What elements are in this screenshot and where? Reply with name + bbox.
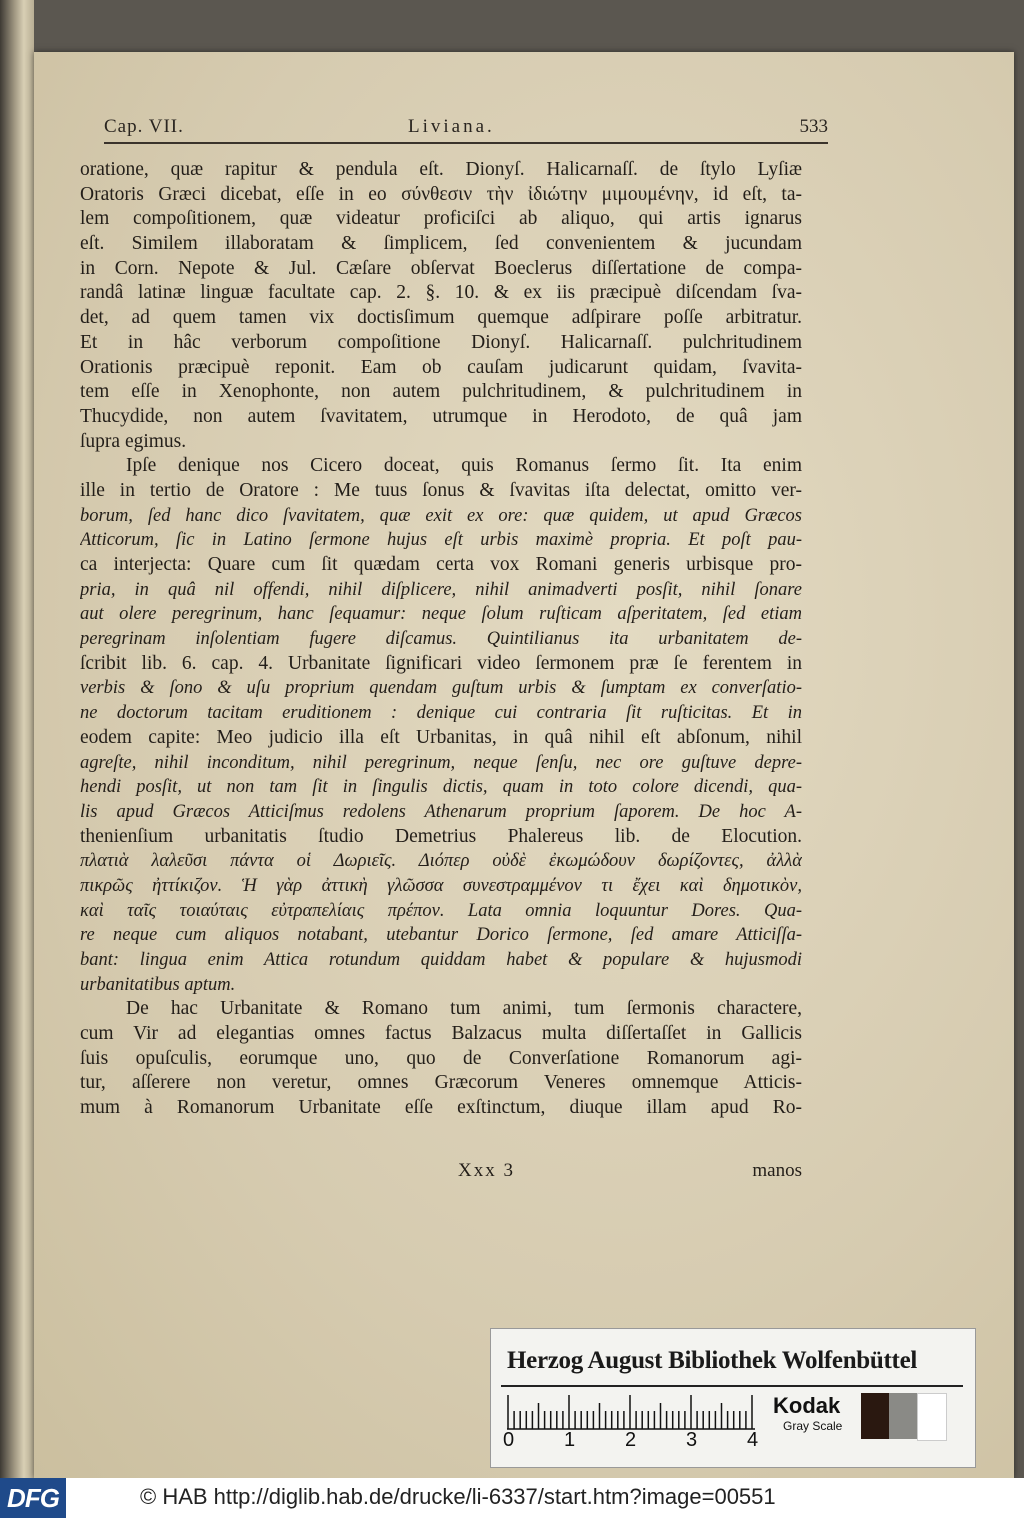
ruler-number: 0: [503, 1429, 515, 1451]
text-line: borum, ſed hanc dico ſvavitatem, quæ exit ex ore: quæ quidem, ut apud Græcos: [80, 505, 802, 526]
text-line: in Corn. Nepote & Jul. Cæſare obſervat Boeclerus diſſertatione de compa-: [80, 257, 802, 279]
text-line: peregrinam inſolentiam fugere diſcamus. Quintilianus ita urbanitatem de-: [80, 629, 802, 650]
ruler-number: 4: [747, 1429, 759, 1451]
text-line: hendi posſit, ut non tam ſit in ſingulis dictis, quam in toto colore dicendi, qua-: [80, 777, 802, 798]
text-line: Et in hâc verborum compoſitione Dionyſ. Halicarnaſſ. pulchritudinem: [80, 331, 802, 353]
text-line: lem compoſitionem, quæ videatur proficiſci ab aliquo, qui artis ignarus: [80, 208, 802, 230]
text-line: ſuis opuſculis, eorumque uno, quo de Converſatione Romanorum agi-: [80, 1047, 802, 1069]
text-line: aut olere peregrinum, hanc ſequamur: neque ſolum ruſticam aſperitatem, ſed etiam: [80, 604, 802, 625]
ruler-number: 1: [564, 1429, 576, 1451]
chapter-heading: Cap. VII.: [104, 116, 184, 137]
catchword: manos: [752, 1160, 802, 1181]
text-line: cum Vir ad elegantias omnes factus Balzacus multa diſſertaſſet in Gallicis: [80, 1023, 802, 1045]
text-line: re neque cum aliquos notabant, utebantur Dorico ſermone, ſed amare Atticiſſa-: [80, 925, 802, 946]
text-line: pria, in quâ nil offendi, nihil diſplicere, nihil animadverti posſit, nihil ſonare: [80, 579, 802, 600]
gray-swatch: [889, 1393, 917, 1439]
gray-swatch: [917, 1393, 947, 1441]
text-line: Atticorum, ſic in Latino ſermone hujus eſt urbis maximè propria. Et poſt pau-: [80, 530, 802, 551]
text-line: ſcribit lib. 6. cap. 4. Urbanitate ſignificari video ſermonem præ ſe ferentem in: [80, 652, 802, 674]
text-line: eodem capite: Meo judicio illa eſt Urbanitas, in quâ nihil eſt abſonum, nihil: [80, 726, 802, 748]
text-line: tur, aſſerere non veretur, omnes Græcorum Veneres omnemque Atticis-: [80, 1072, 802, 1094]
text-line: tem eſſe in Xenophonte, non autem pulchritudinem, & pulchritudinem in: [80, 381, 802, 403]
text-line: πλατιὰ λαλεῦσι πάντα οἱ Δωριεῖς. Διόπερ οὐδὲ ἐκωμώδουν δωρίζοντες, ἀλλὰ: [80, 851, 802, 872]
header-rule: [104, 142, 828, 144]
ruler-number: 3: [686, 1429, 698, 1451]
text-line: urbanitatibus aptum.: [80, 974, 236, 995]
dfg-logo[interactable]: DFG: [0, 1478, 66, 1518]
text-line: πικρῶς ἠττίκιζον. Ἡ γὰρ ἀττικὴ γλῶσσα συνεστραμμένον τι ἔχει καὶ δημοτικὸν,: [80, 875, 802, 896]
library-label-card: [490, 1328, 976, 1468]
text-line: ſupra egimus.: [80, 430, 187, 452]
ruler-scale: [507, 1391, 767, 1431]
text-line: Orationis præcipuè reponit. Eam ob cauſam judicarunt quidam, ſvavita-: [80, 356, 802, 378]
gray-scale-label: Gray Scale: [783, 1419, 843, 1433]
text-line: καὶ ταῖς τοιαύταις εὐτραπελίαις πρέπον. Lata omnia loquuntur Dores. Qua-: [80, 900, 802, 921]
running-title: Liviana.: [408, 116, 495, 137]
text-line: Thucydide, non autem ſvavitatem, utrumque in Herodoto, de quâ jam: [80, 405, 802, 427]
signature-mark: Xxx 3: [458, 1160, 515, 1181]
body-text: [80, 158, 802, 1121]
copyright-notice: © HAB http://diglib.hab.de/drucke/li-6337/start.htm?image=00551: [140, 1484, 776, 1509]
adjacent-page-edge: [0, 0, 34, 1478]
library-name: Herzog August Bibliothek Wolfenbüttel: [507, 1347, 918, 1374]
text-line: randâ latinæ linguæ facultate cap. 2. §. 10. & ex iis præcipuè diſcendam ſva-: [80, 282, 802, 304]
gray-scale-swatches: [861, 1393, 947, 1439]
text-line: ca interjecta: Quare cum ſit quædam certa vox Romani generis urbisque pro-: [80, 554, 802, 575]
text-line: det, ad quem tamen vix doctisſimum quemque adſpirare poſſe arbitratur.: [80, 307, 802, 329]
text-line: agreſte, nihil inconditum, nihil peregrinum, neque ſenſu, nec ore guſtuve depre-: [80, 752, 802, 773]
page-footer: [80, 1160, 802, 1186]
page-number: 533: [799, 116, 828, 137]
text-line: lis apud Græcos Atticiſmus redolens Athenarum proprium ſaporem. De hoc A-: [80, 801, 802, 822]
text-line: bant: lingua enim Attica rotundum quiddam habet & populare & hujusmodi: [80, 950, 802, 970]
text-line: Oratoris Græci dicebat, eſſe in eo σύνθεσιν τὴν ἰδιώτην μιμουμένην, id eſt, ta-: [80, 183, 802, 205]
text-line: De hac Urbanitate & Romano tum animi, tum ſermonis charactere,: [126, 998, 802, 1020]
text-line: ne doctorum tacitam eruditionem : denique cui contraria ſit ruſticitas. Et in: [80, 703, 802, 724]
text-line: thenienſium urbanitatis ſtudio Demetrius Phalereus lib. de Elocution.: [80, 825, 802, 847]
text-line: Ipſe denique nos Cicero doceat, quis Romanus ſermo ſit. Ita enim: [126, 455, 802, 477]
text-line: oratione, quæ rapitur & pendula eſt. Dionyſ. Halicarnaſſ. de ſtylo Lyſiæ: [80, 159, 802, 180]
text-line: mum à Romanorum Urbanitate eſſe exſtinctum, diuque illam apud Ro-: [80, 1097, 802, 1119]
kodak-logo: Kodak: [773, 1393, 841, 1418]
running-head: [104, 116, 828, 142]
text-line: ille in tertio de Oratore : Me tuus ſonus & ſvavitas iſta delectat, omitto ver-: [80, 479, 802, 501]
gray-swatch: [861, 1393, 889, 1439]
book-page: [34, 52, 1014, 1478]
label-separator: [501, 1385, 963, 1387]
text-line: verbis & ſono & uſu proprium quendam guſtum urbis & ſumptam ex converſatio-: [80, 678, 802, 699]
ruler-numbers: [503, 1429, 763, 1453]
text-line: eſt. Similem illaboratam & ſimplicem, ſed convenientem & jucundam: [80, 233, 802, 255]
ruler-number: 2: [625, 1429, 637, 1451]
viewer-footer-bar: [0, 1478, 1024, 1518]
